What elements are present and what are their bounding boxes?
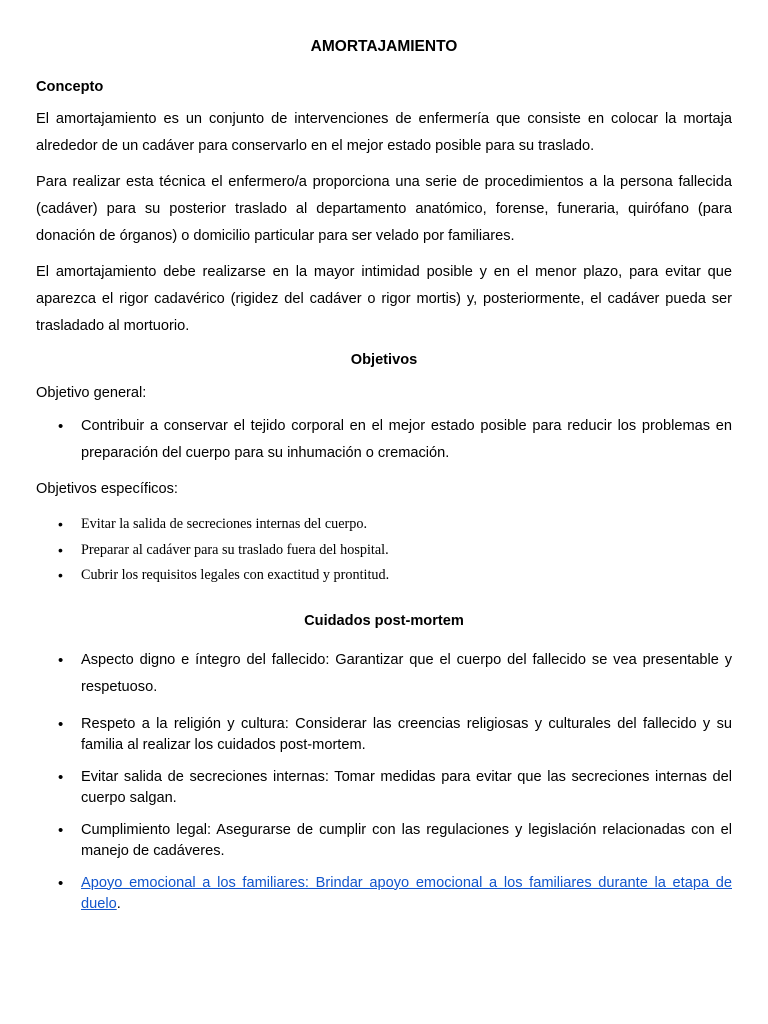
cuidados-list	[36, 647, 732, 915]
concepto-heading: Concepto	[36, 79, 104, 95]
list-item: • Aspecto digno e íntegro del fallecido: Garantizar que el cuerpo del fallecido se vea presentable y respetuoso.	[36, 647, 732, 701]
concepto-paragraph-2: Para realizar esta técnica el enfermero/a proporciona una serie de procedimientos a la persona fallecida (cadáver) para su posterior traslado al departamento anatómico, forense, funeraria, quirófano (para donación de órganos) o domicilio particular para ser velado por familiares.	[36, 174, 732, 244]
list-item: • Contribuir a conservar el tejido corporal en el mejor estado posible para reducir los problemas en preparación del cuerpo para su inhumación o cremación.	[36, 413, 732, 467]
list-item: • Evitar salida de secreciones internas: Tomar medidas para evitar que las secreciones internas del cuerpo salgan.	[36, 767, 732, 809]
cuidados-heading: Cuidados post-mortem	[304, 612, 464, 629]
apoyo-emocional-link[interactable]: Apoyo emocional a los familiares: Brindar apoyo emocional a los familiares durante la etapa de duelo	[81, 874, 732, 912]
concepto-paragraph-1: El amortajamiento es un conjunto de intervenciones de enfermería que consiste en colocar la mortaja alrededor de un cadáver para conservarlo en el mejor estado posible para su traslado.	[36, 111, 732, 154]
objetivo-general-label: Objetivo general:	[36, 385, 147, 401]
list-item	[36, 873, 732, 915]
list-item: • Evitar la salida de secreciones internas del cuerpo.	[36, 512, 732, 538]
objetivos-heading: Objetivos	[350, 352, 418, 368]
list-item: • Preparar al cadáver para su traslado fuera del hospital.	[36, 538, 732, 564]
objetivos-especificos-label: Objetivos específicos:	[36, 481, 178, 497]
list-item: • Cubrir los requisitos legales con exactitud y prontitud.	[36, 563, 732, 589]
period: .	[116, 895, 121, 912]
objetivo-general-list	[36, 413, 732, 467]
list-item: • Cumplimiento legal: Asegurarse de cumplir con las regulaciones y legislación relacionadas con el manejo de cadáveres.	[36, 820, 732, 862]
concepto-paragraph-3: El amortajamiento debe realizarse en la mayor intimidad posible y en el menor plazo, para evitar que aparezca el rigor cadavérico (rigidez del cadáver o rigor mortis) y, posteriormente, el cadáver pueda ser trasladado al mortuorio.	[36, 264, 732, 334]
objetivos-especificos-list	[36, 512, 732, 589]
list-item: • Respeto a la religión y cultura: Considerar las creencias religiosas y culturales del fallecido y su familia al realizar los cuidados post-mortem.	[36, 714, 732, 756]
document-title: AMORTAJAMIENTO	[310, 38, 458, 55]
